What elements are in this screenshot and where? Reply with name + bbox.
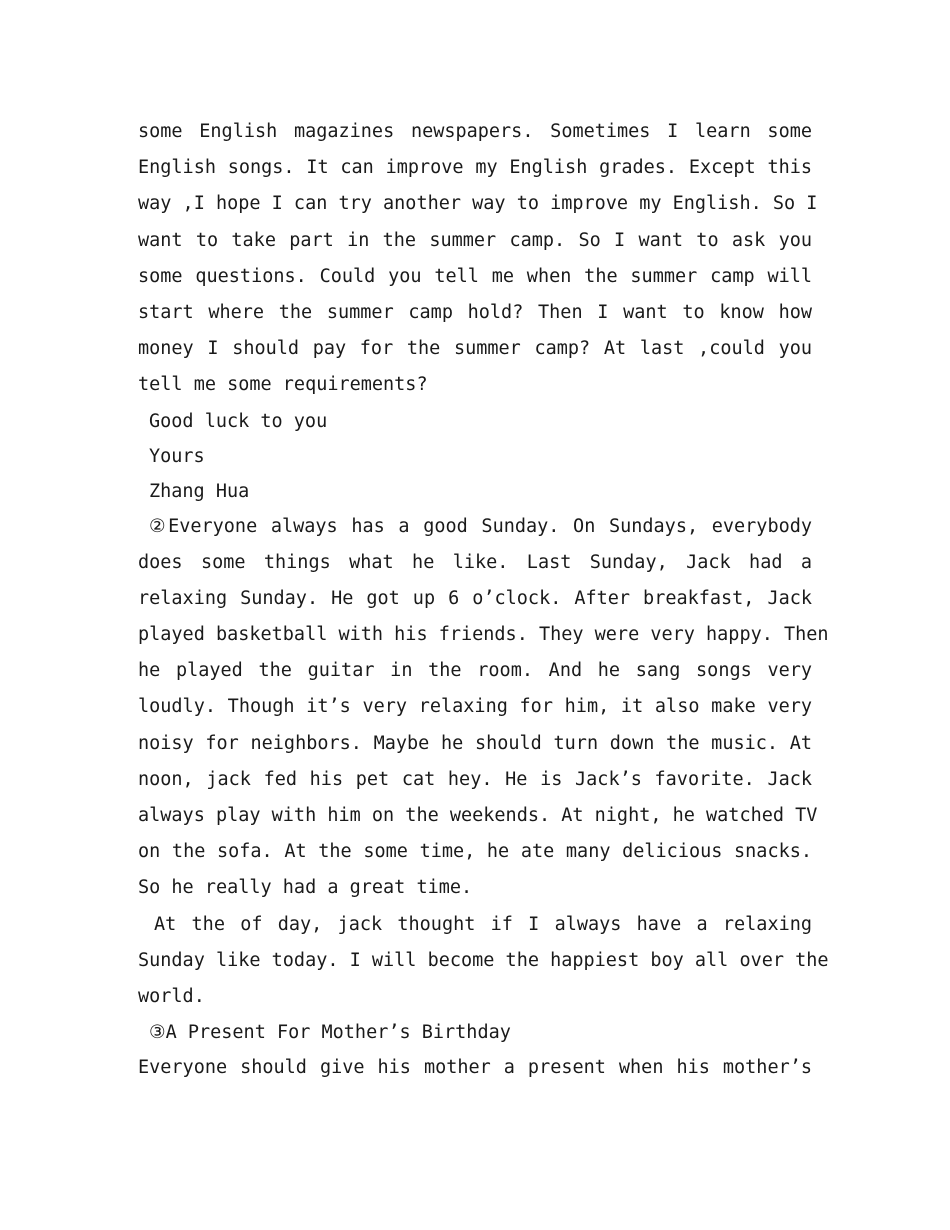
text-line: played basketball with his friends. They were very happy. Then xyxy=(138,624,829,646)
text-line: way ,I hope I can try another way to improve my English. So I xyxy=(138,193,818,215)
text-line: world. xyxy=(138,985,205,1007)
text-line: always play with him on the weekends. At night, he watched TV xyxy=(138,805,818,826)
text-line: noon, jack fed his pet cat hey. He is Jack’s favorite. Jack xyxy=(138,768,812,790)
text-line: relaxing Sunday. He got up 6 o’clock. After breakfast, Jack xyxy=(138,587,812,609)
text-line: English songs. It can improve my English grades. Except this xyxy=(138,157,812,179)
document-body xyxy=(138,114,829,1086)
text-line: Everyone should give his mother a present when his mother’s xyxy=(138,1057,812,1079)
text-line: So he really had a great time. xyxy=(138,877,473,899)
paragraph-start: ②Everyone always has a good Sunday. On Sundays, everybody xyxy=(149,515,812,537)
section-heading: ③A Present For Mother’s Birthday xyxy=(149,1022,511,1044)
text-line: he played the guitar in the room. And he sang songs very xyxy=(138,660,812,682)
text-line: some English magazines newspapers. Sometimes I learn some xyxy=(138,121,812,142)
text-line: some questions. Could you tell me when the summer camp will xyxy=(138,265,812,287)
text-line: start where the summer camp hold? Then I want to know how xyxy=(138,301,812,323)
text-line: Sunday like today. I will become the happiest boy all over the xyxy=(138,949,829,971)
paragraph-start: At the of day, jack thought if I always have a relaxing xyxy=(154,913,812,935)
text-line: does some things what he like. Last Sunday, Jack had a xyxy=(138,551,812,573)
text-line: want to take part in the summer camp. So I want to ask you xyxy=(138,229,812,251)
text-line: tell me some requirements? xyxy=(138,374,428,396)
text-line: on the sofa. At the some time, he ate many delicious snacks. xyxy=(138,841,812,863)
signature-name: Zhang Hua xyxy=(149,480,250,502)
signature-yours: Yours xyxy=(149,445,205,467)
closing-line: Good luck to you xyxy=(149,410,328,432)
text-line: money I should pay for the summer camp? At last ,could you xyxy=(138,338,812,360)
text-line: loudly. Though it’s very relaxing for him, it also make very xyxy=(138,696,812,718)
text-line: noisy for neighbors. Maybe he should turn down the music. At xyxy=(138,732,812,754)
